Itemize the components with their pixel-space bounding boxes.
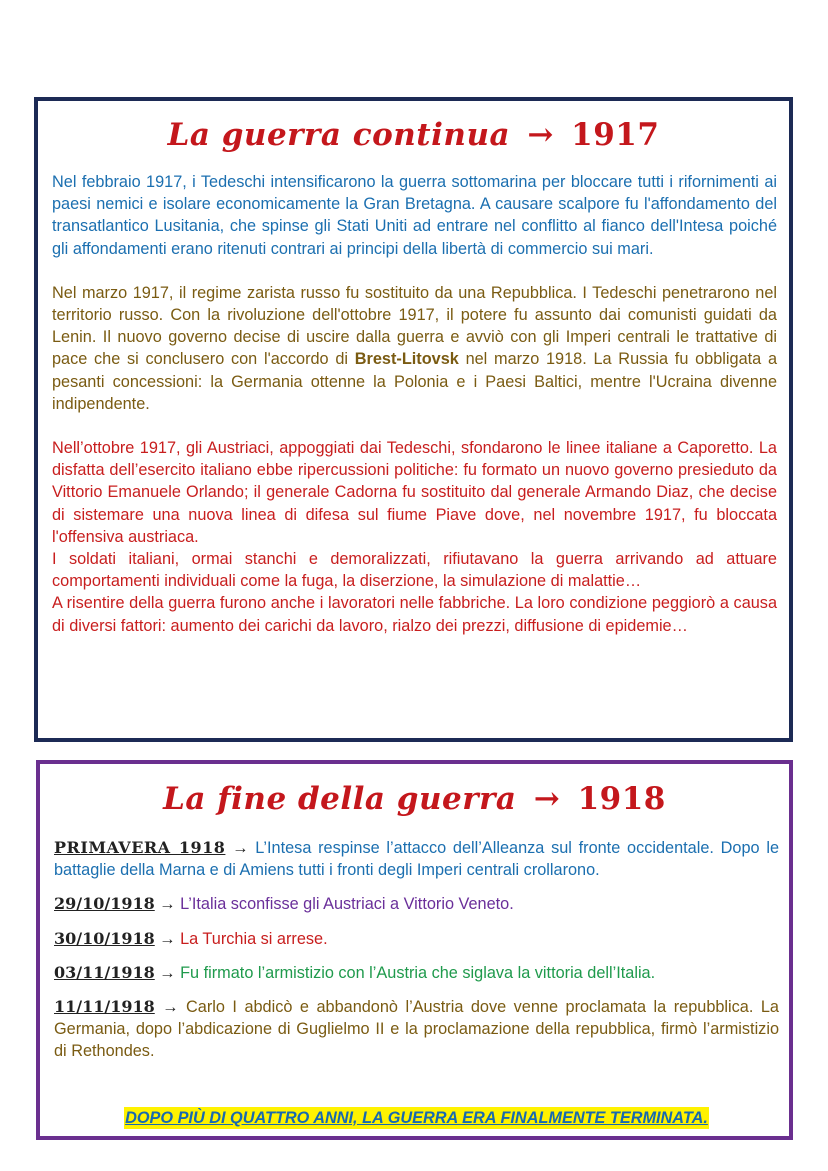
event-item (54, 893, 779, 915)
paragraph-caporetto: Nell’ottobre 1917, gli Austriaci, appoggiati dai Tedeschi, sfondarono le linee italiane a Caporetto. La disfatta dell’esercito italiano ebbe ripercussioni politiche: fu formato un nuovo governo presieduto da Vittorio Emanuele Orlando; il generale Cadorna fu sostituito dal generale Armando Diaz, che decise di sistemare una nuova linea di difesa sul fiume Piave dove, nel novembre 1917, fu bloccata l'offensiva austriaca. (52, 439, 777, 546)
paragraph-soldiers: I soldati italiani, ormai stanchi e demoralizzati, rifiutavano la guerra arrivando ad attuare comportamenti individuali come la fuga, la diserzione, la simulazione di malattie… (52, 550, 777, 591)
brest-litovsk-term: Brest-Litovsk (354, 350, 459, 369)
paragraph-russia-part-a: Nel marzo 1917, il regime zarista russo fu sostituito da una Repubblica. I Tedeschi penetrarono nel territorio russo. Con la rivoluzione dell'ottobre 1917, il potere fu assunto dai comunisti guidati da Lenin. Il nuovo governo decise di uscire dalla guerra e avviò con gli Imperi centrali le trattative di pace che si conclusero con l'accordo di (52, 283, 777, 369)
section-box-1917 (34, 97, 793, 742)
event-date: 30/10/1918 (54, 928, 155, 948)
arrow-right-icon: → (159, 963, 176, 982)
event-item (54, 996, 779, 1063)
event-date: 03/11/1918 (54, 962, 155, 982)
event-date: PRIMAVERA 1918 (54, 838, 226, 857)
paragraph-russia-part-b: nel marzo 1918. La Russia fu obbligata a pesanti concessioni: la Germania ottenne la Polonia e i Paesi Baltici, mentre l'Ucraina divenne indipendente. (52, 350, 777, 413)
title-year: 1918 (577, 781, 666, 817)
title-text: La guerra continua (167, 117, 511, 153)
section-content-1918 (54, 837, 779, 1129)
arrow-right-icon: → (159, 929, 176, 948)
event-text: La Turchia si arrese. (180, 929, 328, 948)
paragraph-russia (52, 282, 777, 415)
arrow-right-icon: → (533, 781, 561, 817)
event-item (54, 962, 779, 984)
arrow-right-icon: → (527, 117, 554, 153)
title-year: 1917 (571, 117, 660, 153)
section-content-1917 (52, 171, 777, 637)
final-statement: DOPO PIÙ DI QUATTRO ANNI, LA GUERRA ERA FINALMENTE TERMINATA. (124, 1107, 709, 1129)
section-title-1918 (40, 781, 789, 817)
event-date: 11/11/1918 (54, 997, 155, 1017)
section-box-1918 (36, 760, 793, 1140)
paragraph-workers: A risentire della guerra furono anche i lavoratori nelle fabbriche. La loro condizione peggiorò a causa di diversi fattori: aumento dei carichi da lavoro, rialzo dei prezzi, diffusione di epidemie… (52, 594, 777, 635)
section-title-1917 (38, 117, 789, 153)
event-text: L’Intesa respinse l’attacco dell’Alleanza sul fronte occidentale. Dopo le battaglie della Marna e di Amiens tutti i fronti degli Imperi centrali crollarono. (54, 839, 780, 880)
arrow-right-icon: → (162, 998, 179, 1017)
event-text: Carlo I abdicò e abbandonò l’Austria dove venne proclamata la repubblica. La Germania, dopo l’abdicazione di Guglielmo II e la proclamazione della repubblica, firmò l’armistizio di Rethondes. (54, 998, 779, 1061)
event-date: 29/10/1918 (54, 894, 155, 914)
paragraph-submarine-war: Nel febbraio 1917, i Tedeschi intensificarono la guerra sottomarina per bloccare tutti i rifornimenti ai paesi nemici e isolare economicamente la Gran Bretagna. A causare scalpore fu l'affondamento del transatlantico Lusitania, che spinse gli Stati Uniti ad entrare nel conflitto al fianco dell'Intesa poiché gli affondamenti erano ritenuti contrari ai principi della libertà di commercio sui mari. (52, 173, 777, 258)
event-text: Fu firmato l’armistizio con l’Austria che siglava la vittoria dell’Italia. (180, 963, 656, 982)
arrow-right-icon: → (159, 895, 176, 914)
event-item (54, 837, 779, 881)
title-text: La fine della guerra (163, 781, 517, 817)
event-text: L’Italia sconfisse gli Austriaci a Vittorio Veneto. (180, 895, 514, 914)
arrow-right-icon: → (232, 839, 249, 857)
event-item (54, 928, 779, 950)
